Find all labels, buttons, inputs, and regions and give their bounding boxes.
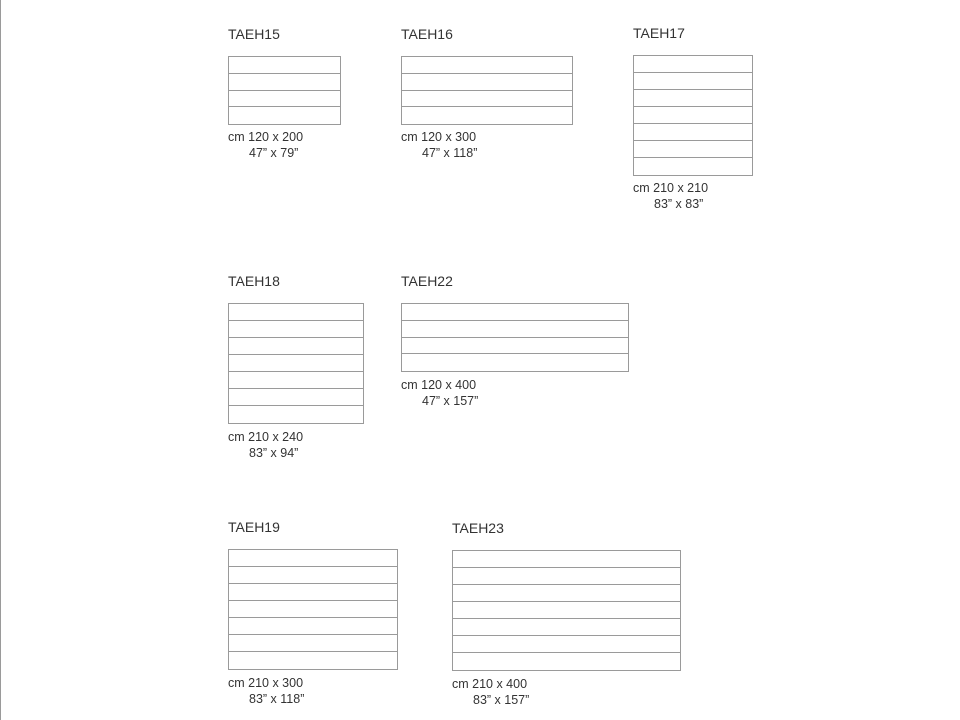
metric-size: cm 120 x 300 [401, 130, 477, 144]
panel-dimensions [401, 377, 478, 409]
panel-drawing [228, 56, 341, 125]
panel-dimensions [228, 429, 303, 461]
panel-slat [453, 568, 680, 585]
panel-dimensions [228, 675, 304, 707]
panel-slat [229, 57, 340, 74]
panel-drawing [633, 55, 753, 176]
metric-size: cm 120 x 200 [228, 130, 304, 144]
panel-slat [453, 636, 680, 653]
panel-dimensions [452, 676, 529, 708]
panel-slat [402, 91, 572, 108]
panel-slat [229, 355, 363, 372]
imperial-size: 47” x 157” [422, 394, 479, 408]
panel-code: TAEH19 [228, 519, 280, 535]
panel-slat [634, 56, 752, 73]
panel-slat [453, 653, 680, 670]
panel-slat [229, 601, 397, 618]
panel-slat [402, 304, 628, 321]
panel-slat [634, 73, 752, 90]
panel-slat [634, 141, 752, 158]
panel-code: TAEH23 [452, 520, 504, 536]
panel-slat [229, 567, 397, 584]
panel-code: TAEH16 [401, 26, 453, 42]
panel-drawing [401, 56, 573, 125]
panel-slat [229, 107, 340, 124]
panel-drawing [228, 549, 398, 670]
panel-slat [634, 158, 752, 175]
panel-slat [229, 74, 340, 91]
panel-slat [229, 304, 363, 321]
imperial-size: 47” x 79” [249, 146, 299, 160]
panel-slat [634, 107, 752, 124]
panel-slat [229, 389, 363, 406]
imperial-size: 47” x 118” [422, 146, 478, 160]
panel-dimensions [633, 180, 708, 212]
panel-slat [453, 619, 680, 636]
panel-slat [229, 406, 363, 423]
panel-slat [229, 618, 397, 635]
page-left-border [0, 0, 1, 720]
imperial-size: 83” x 157” [473, 693, 530, 707]
metric-size: cm 210 x 400 [452, 677, 528, 691]
panel-slat [402, 107, 572, 124]
panel-slat [229, 91, 340, 108]
panel-slat [453, 551, 680, 568]
panel-slat [229, 635, 397, 652]
panel-slat [453, 602, 680, 619]
metric-size: cm 120 x 400 [401, 378, 477, 392]
panel-code: TAEH22 [401, 273, 453, 289]
panel-slat [229, 550, 397, 567]
panel-code: TAEH18 [228, 273, 280, 289]
panel-code: TAEH17 [633, 25, 685, 41]
panel-slat [402, 74, 572, 91]
panel-slat [229, 321, 363, 338]
panel-slat [453, 585, 680, 602]
panel-drawing [228, 303, 364, 424]
panel-slat [634, 90, 752, 107]
panel-drawing [452, 550, 681, 671]
imperial-size: 83” x 118” [249, 692, 305, 706]
metric-size: cm 210 x 300 [228, 676, 304, 690]
panel-drawing [401, 303, 629, 372]
panel-slat [229, 652, 397, 669]
panel-dimensions [228, 129, 303, 161]
panel-slat [634, 124, 752, 141]
panel-slat [229, 372, 363, 389]
panel-slat [402, 321, 628, 338]
panel-slat [402, 354, 628, 371]
panel-slat [402, 338, 628, 355]
panel-slat [229, 338, 363, 355]
panel-code: TAEH15 [228, 26, 280, 42]
panel-dimensions [401, 129, 477, 161]
metric-size: cm 210 x 210 [633, 181, 709, 195]
panel-slat [229, 584, 397, 601]
imperial-size: 83” x 83” [654, 197, 704, 211]
metric-size: cm 210 x 240 [228, 430, 304, 444]
imperial-size: 83” x 94” [249, 446, 299, 460]
panel-slat [402, 57, 572, 74]
